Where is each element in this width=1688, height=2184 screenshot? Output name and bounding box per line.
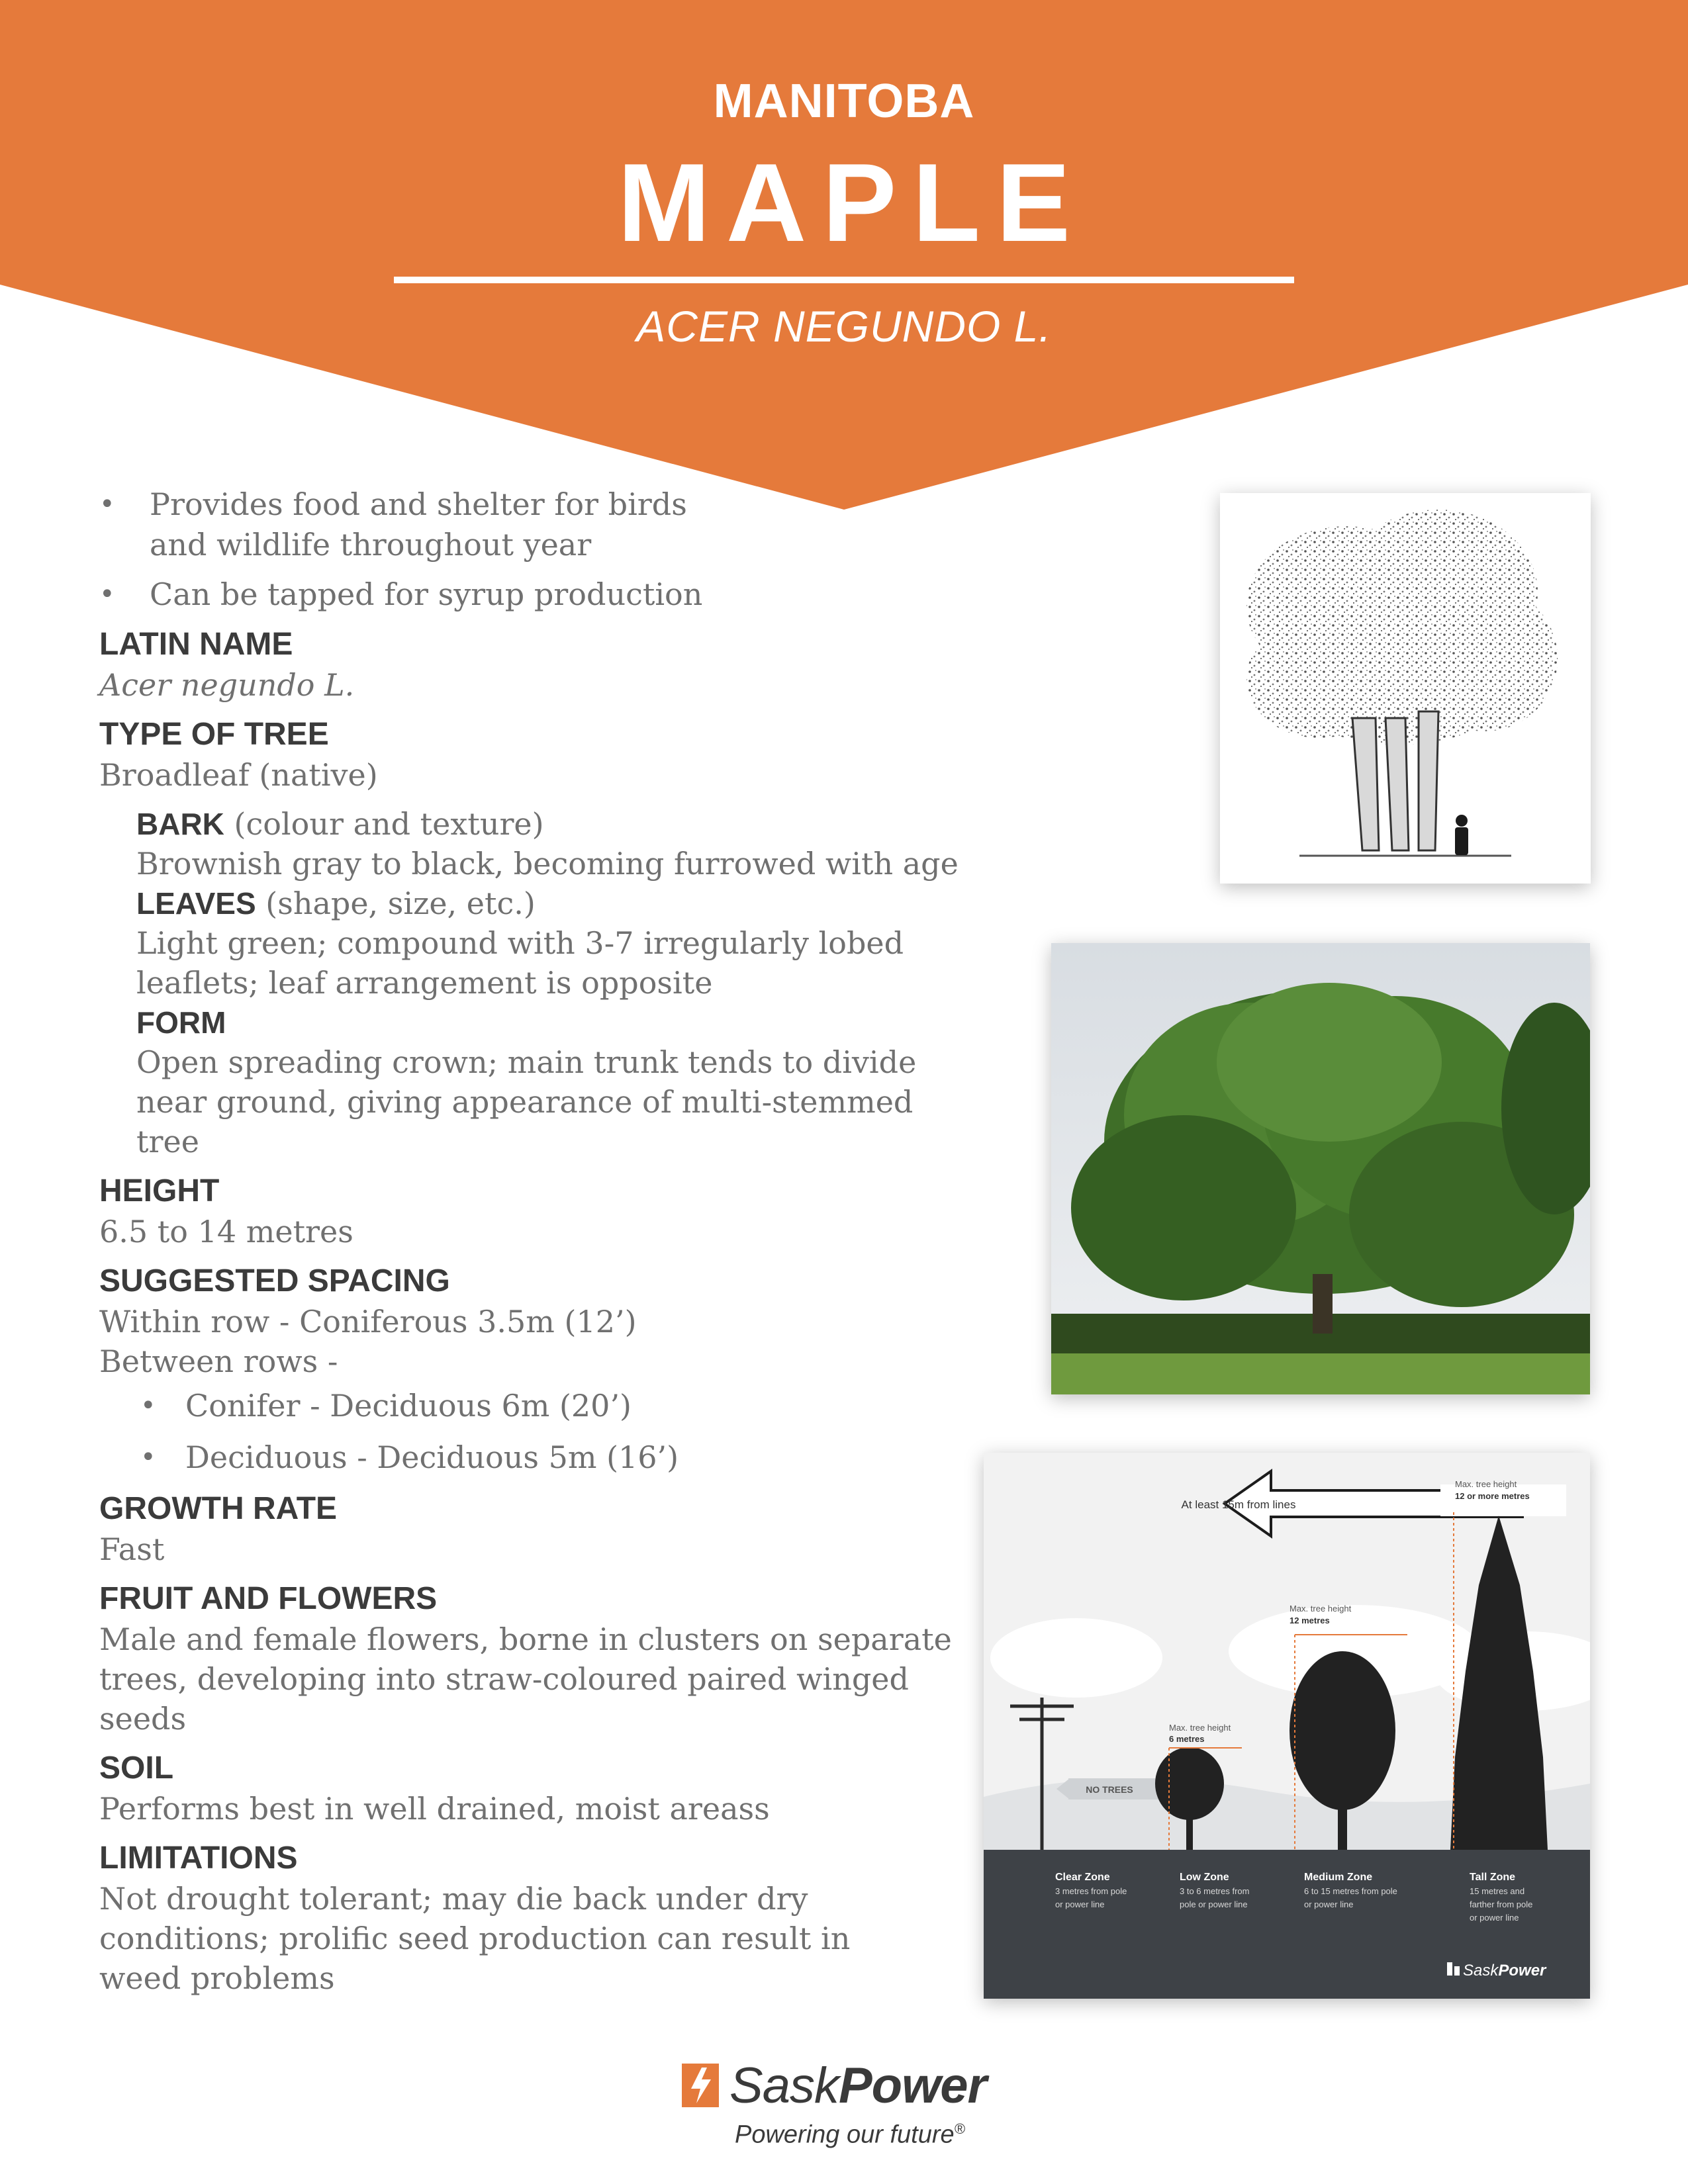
sketch-crown bbox=[1246, 510, 1558, 745]
latin-name-value: Acer negundo L. bbox=[99, 667, 355, 703]
saskpower-bolt-icon bbox=[682, 2064, 719, 2107]
svg-text:SaskPower: SaskPower bbox=[1463, 1962, 1546, 1979]
intro-bullets bbox=[99, 484, 980, 615]
latin-subtitle: ACER NEGUNDO L. bbox=[636, 302, 1052, 351]
latin-name-heading: LATIN NAME bbox=[99, 627, 293, 662]
saskpower-logo bbox=[682, 2057, 1026, 2156]
medium-zone-line1: 6 to 15 metres from pole bbox=[1304, 1886, 1397, 1896]
spacing-heading: SUGGESTED SPACING bbox=[99, 1263, 450, 1298]
person-silhouette bbox=[1455, 815, 1468, 855]
leaves-heading: LEAVES bbox=[136, 886, 256, 921]
tree-sketch-illustration bbox=[1220, 493, 1591, 884]
list-item: • Conifer - Deciduous 6m (20’) bbox=[140, 1388, 632, 1424]
leaves-note: (shape, size, etc.) bbox=[265, 886, 536, 921]
list-item: • Deciduous - Deciduous 5m (16’) bbox=[140, 1439, 679, 1475]
clear-zone-line1: 3 metres from pole bbox=[1055, 1886, 1127, 1896]
low-max-height: 6 metres bbox=[1169, 1734, 1205, 1744]
type-heading: TYPE OF TREE bbox=[99, 717, 329, 752]
soil-value: Performs best in well drained, moist areass bbox=[99, 1791, 770, 1827]
limitations-value: Not drought tolerant; may die back under dry conditions; prolific seed production can result in weed problems bbox=[99, 1881, 851, 1996]
planting-zones-diagram bbox=[984, 1453, 1590, 1999]
clear-zone-line2: or power line bbox=[1055, 1899, 1105, 1909]
tree-info bbox=[99, 484, 980, 1998]
tall-zone-line2: farther from pole bbox=[1470, 1899, 1533, 1909]
spacing-list bbox=[99, 1385, 980, 1478]
tall-zone-line1: 15 metres and bbox=[1470, 1886, 1525, 1896]
province-title: MANITOBA bbox=[713, 75, 975, 128]
spacing-within-row: Within row - Coniferous 3.5m (12’) bbox=[99, 1304, 637, 1340]
form-value: Open spreading crown; main trunk tends to divide near ground, giving appearance of multi-stemmed tree bbox=[136, 1044, 917, 1160]
spacing-between-rows: Between rows - bbox=[99, 1343, 338, 1379]
tree-photo bbox=[1051, 943, 1590, 1394]
no-trees-label: NO TREES bbox=[1086, 1784, 1133, 1795]
saskpower-tagline: Powering our future® bbox=[735, 2120, 965, 2149]
list-item: • Can be tapped for syrup production bbox=[99, 576, 703, 612]
saskpower-wordmark: SaskPower bbox=[729, 2058, 987, 2114]
characteristics bbox=[99, 804, 980, 1161]
tall-zone-name: Tall Zone bbox=[1470, 1872, 1516, 1883]
tall-max-height: 12 or more metres bbox=[1455, 1491, 1530, 1501]
bark-note: (colour and texture) bbox=[234, 806, 544, 842]
tall-zone-line3: or power line bbox=[1470, 1913, 1519, 1923]
medium-zone-name: Medium Zone bbox=[1304, 1872, 1373, 1883]
soil-heading: SOIL bbox=[99, 1751, 174, 1786]
low-zone-line2: pole or power line bbox=[1180, 1899, 1248, 1909]
form-heading: FORM bbox=[136, 1005, 226, 1040]
growth-value: Fast bbox=[99, 1531, 165, 1567]
bark-heading: BARK bbox=[136, 807, 224, 841]
low-zone-name: Low Zone bbox=[1180, 1872, 1229, 1883]
bark-value: Brownish gray to black, becoming furrowed with age bbox=[136, 846, 959, 882]
tree-title: MAPLE bbox=[618, 140, 1086, 265]
growth-heading: GROWTH RATE bbox=[99, 1491, 338, 1526]
medium-max-label: Max. tree height bbox=[1289, 1604, 1352, 1614]
height-value: 6.5 to 14 metres bbox=[99, 1214, 353, 1250]
low-zone-line1: 3 to 6 metres from bbox=[1180, 1886, 1250, 1896]
type-value: Broadleaf (native) bbox=[99, 757, 378, 793]
arrow-label: At least 15m from lines bbox=[1181, 1498, 1296, 1511]
list-item: • Provides food and shelter for birds and wildlife throughout year bbox=[99, 486, 687, 563]
header-divider bbox=[394, 277, 1294, 283]
low-max-label: Max. tree height bbox=[1169, 1723, 1231, 1733]
fruit-heading: FRUIT AND FLOWERS bbox=[99, 1581, 438, 1616]
clear-zone-name: Clear Zone bbox=[1055, 1872, 1110, 1883]
fruit-value: Male and female flowers, borne in clusters on separate trees, developing into straw-coloured paired winged seeds bbox=[99, 1621, 952, 1737]
leaves-value: Light green; compound with 3-7 irregularly lobed leaflets; leaf arrangement is opposite bbox=[136, 925, 904, 1001]
medium-max-height: 12 metres bbox=[1289, 1615, 1330, 1625]
sketch-trunks bbox=[1352, 711, 1438, 850]
limitations-heading: LIMITATIONS bbox=[99, 1841, 298, 1876]
height-heading: HEIGHT bbox=[99, 1173, 220, 1208]
medium-zone-line2: or power line bbox=[1304, 1899, 1354, 1909]
tall-max-label: Max. tree height bbox=[1455, 1479, 1517, 1489]
